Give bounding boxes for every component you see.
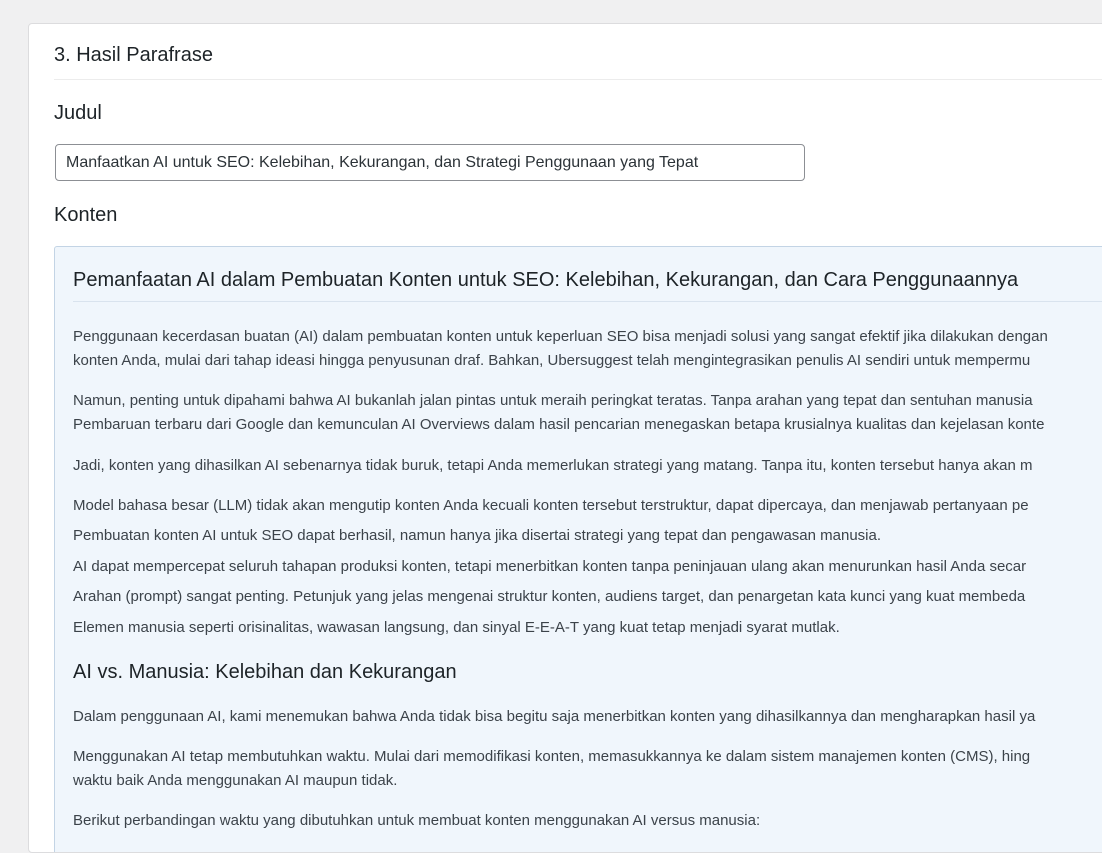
paragraph-line: AI dapat mempercepat seluruh tahapan produksi konten, tetapi menerbitkan konten tanpa peninjauan ulang akan menurunkan hasil Anda secar: [73, 558, 1027, 575]
paragraph-line: Pembuatan konten AI untuk SEO dapat berhasil, namun hanya jika disertai strategi yang tepat dan pengawasan manusia.: [73, 527, 882, 544]
paragraph-line: waktu baik Anda menggunakan AI maupun tidak.: [73, 772, 398, 789]
content-heading: Pemanfaatan AI dalam Pembuatan Konten untuk SEO: Kelebihan, Kekurangan, dan Cara Penggunaannya: [73, 269, 1019, 291]
paragraph-line: Penggunaan kecerdasan buatan (AI) dalam pembuatan konten untuk keperluan SEO bisa menjadi solusi yang sangat efektif jika dilakukan dengan: [73, 328, 1048, 345]
section-title: 3. Hasil Parafrase: [54, 44, 213, 66]
paragraph-line: Menggunakan AI tetap membutuhkan waktu. Mulai dari memodifikasi konten, memasukkannya ke dalam sistem manajemen konten (CMS), hing: [73, 748, 1031, 765]
content-label: Konten: [54, 204, 118, 226]
content-subheading: AI vs. Manusia: Kelebihan dan Kekurangan: [73, 661, 457, 683]
paraphrase-result-card: [28, 23, 1102, 853]
heading-divider: [73, 301, 1102, 302]
card-header: [54, 24, 1102, 80]
paragraph-line: Arahan (prompt) sangat penting. Petunjuk yang jelas mengenai struktur konten, audiens target, dan penargetan kata kunci yang kuat membeda: [73, 588, 1026, 605]
paragraph-line: Elemen manusia seperti orisinalitas, wawasan langsung, dan sinyal E-E-A-T yang kuat tetap menjadi syarat mutlak.: [73, 619, 840, 636]
paragraph-line: konten Anda, mulai dari tahap ideasi hingga penyusunan draf. Bahkan, Ubersuggest telah mengintegrasikan penulis AI sendiri untuk mempermu: [73, 352, 1031, 369]
paragraph-line: Dalam penggunaan AI, kami menemukan bahwa Anda tidak bisa begitu saja menerbitkan konten yang dihasilkannya dan mengharapkan hasil ya: [73, 708, 1036, 725]
title-label: Judul: [54, 102, 102, 124]
paragraph-line: Namun, penting untuk dipahami bahwa AI bukanlah jalan pintas untuk meraih peringkat teratas. Tanpa arahan yang tepat dan sentuhan manusia: [73, 392, 1033, 409]
paragraph-line: Model bahasa besar (LLM) tidak akan mengutip konten Anda kecuali konten tersebut terstruktur, dapat dipercaya, dan menjawab pertanyaan pe: [73, 497, 1029, 514]
paragraph-line: Pembaruan terbaru dari Google dan kemunculan AI Overviews dalam hasil pencarian menegaskan betapa krusialnya kualitas dan kejelasan konte: [73, 416, 1045, 433]
content-preview: [54, 246, 1102, 853]
paragraph-line: Berikut perbandingan waktu yang dibutuhkan untuk membuat konten menggunakan AI versus manusia:: [73, 812, 761, 829]
paragraph-line: Jadi, konten yang dihasilkan AI sebenarnya tidak buruk, tetapi Anda memerlukan strategi yang matang. Tanpa itu, konten tersebut hanya akan m: [73, 457, 1033, 474]
title-input[interactable]: [55, 144, 805, 181]
